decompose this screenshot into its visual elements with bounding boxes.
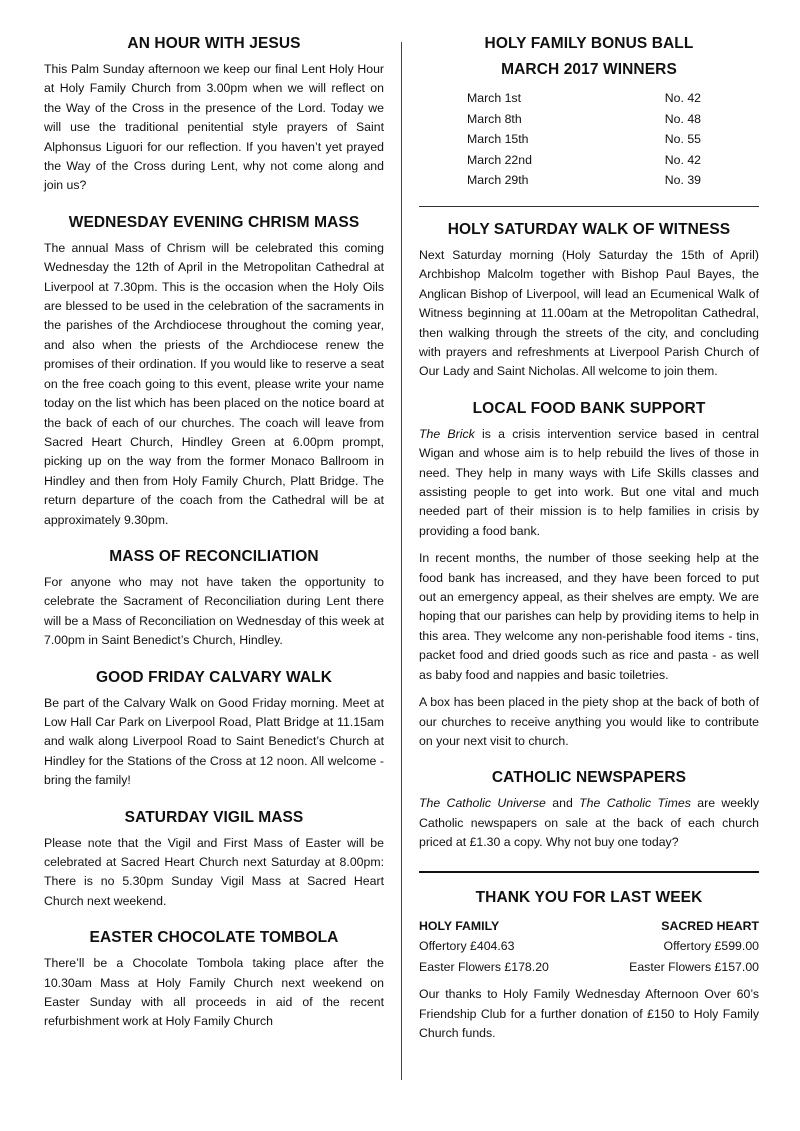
winner-number: No. 42 xyxy=(664,91,701,105)
table-row xyxy=(467,129,701,150)
winner-date: March 8th xyxy=(467,111,522,126)
newspaper-name: The Catholic Times xyxy=(579,796,691,811)
section-body: Our thanks to Holy Family Wednesday Afternoon Over 60’s Friendship Club for a further donation of £150 to Holy Family Church funds. xyxy=(419,987,759,1041)
section-title: HOLY FAMILY BONUS BALL xyxy=(484,35,694,52)
section-title: HOLY SATURDAY WALK OF WITNESS xyxy=(447,220,731,238)
winner-date: March 22nd xyxy=(467,152,532,167)
section-body: In recent months, the number of those seeking help at the food bank has increased, and they have been forced to put out an emergency appeal, as their shelves are empty. We are hoping that our parishes can help by providing items to help in this area. They welcome any non-perishable food items - tins, packet food and dried goods such as rice and pasta - as well as baby food and nappies and basic toiletries. xyxy=(419,551,759,682)
section-chocolate-tombola xyxy=(44,928,384,1032)
org-name: The Brick xyxy=(419,426,475,441)
column-divider xyxy=(401,42,402,1080)
right-column xyxy=(419,34,759,1044)
section-walk-of-witness xyxy=(419,220,759,382)
table-row xyxy=(419,957,759,978)
section-calvary-walk xyxy=(44,668,384,791)
section-body: There’ll be a Chocolate Tombola taking place after the 10.30am Mass at Holy Family Church next weekend on Easter Sunday with all proceeds in aid of the recent refurbishment work at Holy Family Church xyxy=(44,956,384,1029)
section-body: Please note that the Vigil and First Mass of Easter will be celebrated at Sacred Heart Church next Saturday at 8.00pm: There is no 5.30pm Sunday Vigil Mass at Sacred Heart Church next weekend. xyxy=(44,835,384,908)
left-column xyxy=(44,34,384,1049)
section-title: AN HOUR WITH JESUS xyxy=(127,35,301,52)
paragraph-gap xyxy=(419,685,759,693)
newspaper-name: The Catholic Universe xyxy=(419,796,546,811)
column-header: SACRED HEART xyxy=(661,918,759,933)
section-body xyxy=(419,794,759,852)
divider-rule xyxy=(419,206,759,207)
paragraph-gap xyxy=(419,541,759,549)
table-row xyxy=(467,170,701,191)
body-text: and xyxy=(545,796,580,811)
winner-number: No. 55 xyxy=(664,132,701,147)
collection-value: Easter Flowers £157.00 xyxy=(629,959,759,974)
winner-number: No. 48 xyxy=(664,111,701,126)
table-row xyxy=(467,150,701,171)
section-title: WEDNESDAY EVENING CHRISM MASS xyxy=(68,213,360,231)
table-row xyxy=(467,88,701,109)
section-title: SATURDAY VIGIL MASS xyxy=(124,808,304,826)
section-body: This Palm Sunday afternoon we keep our final Lent Holy Hour at Holy Family Church from 3.00pm when we will reflect on the Way of the Cross in the presence of the Lord. Today we will use the traditional penitential style prayers of Saint Alphonsus Liguori for our reflection. If you haven’t yet prayed the Way of the Cross during Lent, why not come along and join us? xyxy=(44,62,384,193)
winner-date: March 15th xyxy=(467,132,529,147)
section-thank-you xyxy=(419,888,759,1044)
table-row xyxy=(467,109,701,130)
section-body: For anyone who may not have taken the opportunity to celebrate the Sacrament of Reconciliation during Lent there will be a Mass of Reconciliation on Wednesday of this week at 7.00pm in Saint Benedict’s Church, Hindley. xyxy=(44,574,384,648)
section-body: Next Saturday morning (Holy Saturday the 15th of April) Archbishop Malcolm together with Bishop Paul Bayes, the Anglican Bishop of Liverpool, will lead an Ecumenical Walk of Witness beginning at 11.00am at the Metropolitan Cathedral, then walking through the streets of the city, and concluding with prayers and refreshments at Liverpool Parish Church of Our Lady and Saint Nicholas. All welcome to join them. xyxy=(419,247,759,379)
section-title: THANK YOU FOR LAST WEEK xyxy=(475,888,703,906)
section-hour-with-jesus xyxy=(44,34,384,196)
collection-value: Easter Flowers £178.20 xyxy=(419,959,549,974)
section-subtitle: MARCH 2017 WINNERS xyxy=(501,61,677,78)
divider-rule-thick xyxy=(419,871,759,873)
winner-date: March 29th xyxy=(467,173,529,188)
section-chrism-mass xyxy=(44,213,384,530)
section-title: GOOD FRIDAY CALVARY WALK xyxy=(95,668,333,686)
section-body xyxy=(419,425,759,541)
column-header: HOLY FAMILY xyxy=(419,918,500,933)
table-row xyxy=(419,936,759,957)
section-title: CATHOLIC NEWSPAPERS xyxy=(491,769,687,787)
section-bonus-ball xyxy=(419,34,759,191)
section-body: A box has been placed in the piety shop at the back of both of our churches to receive anything you would like to contribute on your next visit to church. xyxy=(419,695,759,748)
section-body: The annual Mass of Chrism will be celebrated this coming Wednesday the 12th of April in the Metropolitan Cathedral at Liverpool at 7.30pm. This is the occasion when the Holy Oils are blessed to be used in the celebration of the sacraments in the parishes of the Archdiocese throughout the coming year, and also when the priests of the Archdiocese renew the promises of their ordination. If you would like to reserve a seat on the free coach going to this event, please write your name today on the list which has been placed on the notice board at the back of each of our churches. The coach will leave from Sacred Heart Church, Hindley Green at 6.00pm prompt, picking up on the way from the former Monaco Ballroom in Hindley and then from Holy Family Church, Platt Bridge. The return departure of the coach from the Cathedral will be at approximately 9.30pm. xyxy=(44,240,384,527)
collection-value: Offertory £599.00 xyxy=(663,939,759,954)
body-text: is a crisis intervention service based in central Wigan and whose aim is to help rebuild the lives of those in need. They help in many ways with Life Skills classes and assisting people to get into work. But one vital and much needed part of their mission is to help families in crisis by providing a food bank. xyxy=(419,426,759,538)
section-body: Be part of the Calvary Walk on Good Friday morning. Meet at Low Hall Car Park on Liverpool Road, Platt Bridge at 11.15am and walk along Liverpool Road to Saint Benedict’s Church at Hindley for the Stations of the Cross at 12 noon. All welcome - bring the family! xyxy=(44,695,384,788)
section-vigil-mass xyxy=(44,808,384,912)
winner-number: No. 39 xyxy=(664,173,701,188)
section-title: LOCAL FOOD BANK SUPPORT xyxy=(472,399,706,417)
section-title: MASS OF RECONCILIATION xyxy=(109,547,319,565)
section-reconciliation xyxy=(44,547,384,651)
collection-value: Offertory £404.63 xyxy=(419,939,515,954)
section-title: EASTER CHOCOLATE TOMBOLA xyxy=(89,929,339,947)
thanks-header-row xyxy=(419,916,759,937)
winner-date: March 1st xyxy=(467,91,521,105)
body-text: are weekly Catholic newspapers on sale at the back of each church priced at £1.30 a copy. Why not buy one today? xyxy=(419,796,759,850)
paragraph-gap xyxy=(419,977,759,985)
section-newspapers xyxy=(419,768,759,852)
winners-table xyxy=(467,88,701,191)
winner-number: No. 42 xyxy=(664,152,701,167)
section-food-bank xyxy=(419,399,759,752)
